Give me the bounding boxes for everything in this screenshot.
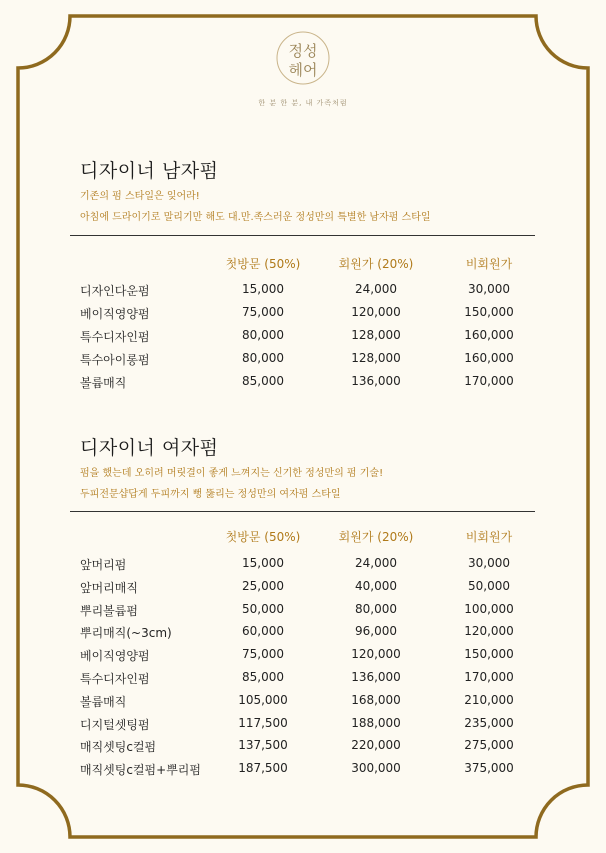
logo-line2: 헤어 <box>288 61 318 79</box>
men-header-member: 회원가 (20%) <box>338 257 414 271</box>
first-visit-price: 75,000 <box>242 647 284 662</box>
non-member-price: 170,000 <box>464 374 514 388</box>
member-price: 128,000 <box>351 351 401 365</box>
price-row <box>0 670 606 692</box>
non-member-price: 160,000 <box>464 328 514 342</box>
men-header-first-visit: 첫방문 (50%) <box>225 257 301 271</box>
service-name: 디자인다운펌 <box>80 284 150 298</box>
women-section-title: 디자이너 여자펌 <box>80 437 219 459</box>
service-name: 매직셋팅c컬펌 <box>80 740 157 755</box>
men-header-non-member: 비회원가 <box>465 257 513 271</box>
service-name: 특수디자인펌 <box>80 330 150 344</box>
price-row <box>0 579 606 601</box>
first-visit-price: 80,000 <box>242 351 284 365</box>
non-member-price: 50,000 <box>468 578 510 593</box>
women-divider <box>70 511 535 512</box>
member-price: 128,000 <box>351 328 401 342</box>
member-price: 220,000 <box>351 738 401 753</box>
first-visit-price: 15,000 <box>242 556 284 570</box>
price-row <box>0 716 606 738</box>
member-price: 120,000 <box>351 647 401 662</box>
service-name: 디지털셋팅펌 <box>80 717 150 732</box>
first-visit-price: 85,000 <box>242 374 284 388</box>
member-price: 120,000 <box>351 305 401 319</box>
service-name: 베이직영양펌 <box>80 307 150 321</box>
member-price: 80,000 <box>355 601 397 616</box>
non-member-price: 235,000 <box>464 715 514 730</box>
first-visit-price: 137,500 <box>238 738 288 753</box>
price-row <box>0 602 606 624</box>
service-name: 베이직영양펌 <box>80 649 150 664</box>
price-row <box>0 328 606 350</box>
non-member-price: 150,000 <box>464 305 514 319</box>
member-price: 136,000 <box>351 374 401 388</box>
logo-line1: 정성 <box>288 42 318 60</box>
price-row <box>0 305 606 327</box>
women-header-first-visit: 첫방문 (50%) <box>225 530 301 544</box>
price-row <box>0 738 606 760</box>
service-name: 특수아이롱펌 <box>80 353 150 367</box>
first-visit-price: 15,000 <box>242 282 284 296</box>
first-visit-price: 117,500 <box>238 715 288 730</box>
men-section-title: 디자이너 남자펌 <box>80 160 219 182</box>
men-desc-2: 아침에 드라이기로 말리기만 해도 대.만.족스러운 정성만의 특별한 남자펌 스타일 <box>80 212 431 223</box>
service-name: 앞머리매직 <box>80 580 138 595</box>
women-desc-1: 펌을 했는데 오히려 머릿결이 좋게 느껴지는 신기한 정성만의 펌 기술! <box>80 468 384 479</box>
first-visit-price: 25,000 <box>242 578 284 593</box>
non-member-price: 210,000 <box>464 692 514 707</box>
member-price: 136,000 <box>351 670 401 684</box>
first-visit-price: 187,500 <box>238 761 288 776</box>
price-row <box>0 693 606 715</box>
first-visit-price: 105,000 <box>238 692 288 707</box>
price-row <box>0 556 606 578</box>
service-name: 매직셋팅c컬펌+뿌리펌 <box>80 763 201 778</box>
member-price: 188,000 <box>351 715 401 730</box>
brand-tagline: 한 분 한 분, 내 가족처럼 <box>258 99 348 107</box>
first-visit-price: 50,000 <box>242 601 284 616</box>
member-price: 96,000 <box>355 624 397 639</box>
price-row <box>0 374 606 396</box>
service-name: 특수디자인펌 <box>80 672 150 686</box>
service-name: 뿌리매직(~3cm) <box>80 626 172 641</box>
service-name: 앞머리펌 <box>80 558 127 572</box>
first-visit-price: 75,000 <box>242 305 284 319</box>
non-member-price: 375,000 <box>464 761 514 776</box>
price-row <box>0 351 606 373</box>
women-desc-2: 두피전문샵답게 두피까지 뻥 뚫리는 정성만의 여자펌 스타일 <box>80 489 341 500</box>
non-member-price: 30,000 <box>468 282 510 296</box>
service-name: 뿌리볼륨펌 <box>80 603 138 618</box>
non-member-price: 275,000 <box>464 738 514 753</box>
service-name: 볼륨매직 <box>80 694 127 709</box>
men-divider <box>70 235 535 236</box>
women-header-member: 회원가 (20%) <box>338 530 414 544</box>
first-visit-price: 80,000 <box>242 328 284 342</box>
member-price: 24,000 <box>355 282 397 296</box>
non-member-price: 30,000 <box>468 556 510 570</box>
price-row <box>0 624 606 646</box>
non-member-price: 160,000 <box>464 351 514 365</box>
price-row <box>0 761 606 783</box>
women-header-non-member: 비회원가 <box>465 530 513 544</box>
member-price: 40,000 <box>355 578 397 593</box>
first-visit-price: 60,000 <box>242 624 284 639</box>
price-row <box>0 282 606 304</box>
brand-logo <box>275 30 331 86</box>
non-member-price: 150,000 <box>464 647 514 662</box>
first-visit-price: 85,000 <box>242 670 284 684</box>
non-member-price: 100,000 <box>464 601 514 616</box>
men-desc-1: 기존의 펌 스타일은 잊어라! <box>80 191 200 202</box>
member-price: 168,000 <box>351 692 401 707</box>
non-member-price: 120,000 <box>464 624 514 639</box>
price-row <box>0 647 606 669</box>
member-price: 300,000 <box>351 761 401 776</box>
service-name: 볼륨매직 <box>80 376 127 390</box>
member-price: 24,000 <box>355 556 397 570</box>
non-member-price: 170,000 <box>464 670 514 684</box>
